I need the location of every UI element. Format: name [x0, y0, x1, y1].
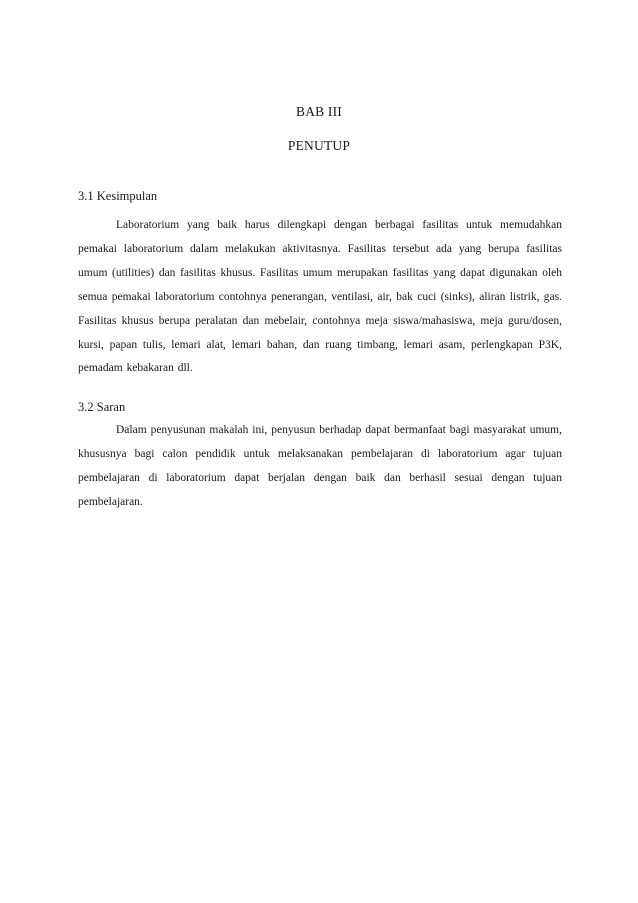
section-heading-saran: 3.2 Saran — [78, 400, 126, 414]
chapter-title: PENUTUP — [287, 138, 351, 153]
section-heading-kesimpulan: 3.1 Kesimpulan — [78, 189, 158, 203]
chapter-number: BAB III — [295, 104, 343, 119]
section-paragraph-kesimpulan: Laboratorium yang baik harus dilengkapi dengan berbagai fasilitas untuk memudahkan pemakai laboratorium dalam melakukan aktivitasnya. Fasilitas tersebut ada yang berupa fasilitas umum (utilities) dan fasilitas khusus. Fasilitas umum merupakan fasilitas yang dapat digunakan oleh semua pemakai laboratorium contohnya penerangan, ventilasi, air, bak cuci (sinks), aliran listrik, gas. Fasilitas khusus berupa peralatan dan mebelair, contohnya meja siswa/mahasiswa, meja guru/dosen, kursi, papan tulis, lemari alat, lemari bahan, dan ruang timbang, lemari asam, perlengkapan P3K, pemadam kebakaran dll. — [78, 219, 562, 375]
section-paragraph-saran: Dalam penyusunan makalah ini, penyusun berhadap dapat bermanfaat bagi masyarakat umum, khususnya bagi calon pendidik untuk melaksanakan pembelajaran di laboratorium agar tujuan pembelajaran di laboratorium dapat berjalan dengan baik dan berhasil sesuai dengan tujuan pembelajaran. — [78, 424, 562, 508]
